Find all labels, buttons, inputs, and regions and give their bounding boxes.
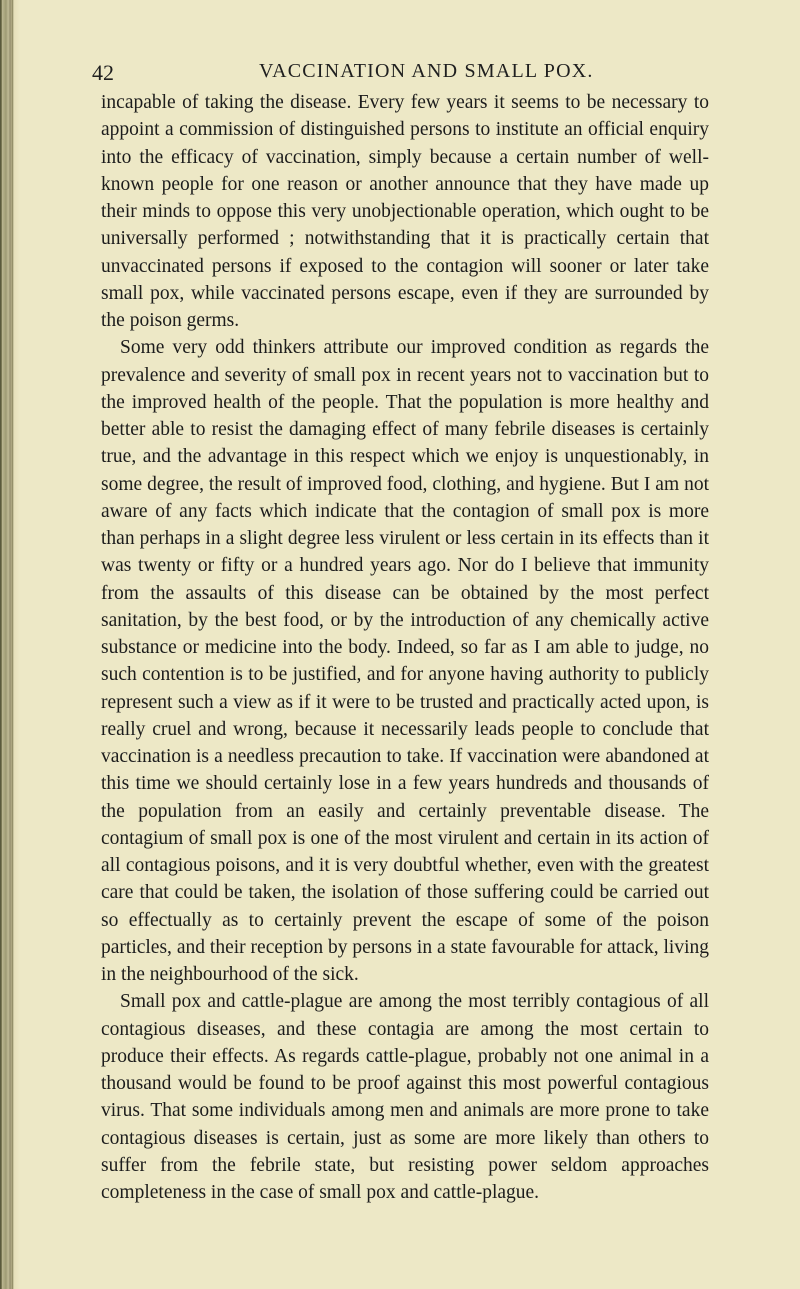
paragraph-1: incapable of taking the disease. Every few years it seems to be necessary to appoint a commission of distinguished persons to institute an official enquiry into the efficacy of vaccination, simply because a certain number of well-known people for one reason or another announce that they have made up their minds to oppose this very unobjectionable operation, which ought to be universally performed ; notwithstanding that it is practically certain that unvaccinated persons if exposed to the contagion will sooner or later take small pox, while vaccinated persons escape, even if they are surrounded by the poison germs.: [101, 92, 709, 331]
page-number: 42: [92, 60, 114, 85]
paragraph-2: Some very odd thinkers attribute our improved condition as regards the prevalence and severity of small pox in recent years not to vaccination but to the improved health of the people. That the population is more healthy and better able to resist the damaging effect of many febrile diseases is certainly true, and the advantage in this respect which we enjoy is unquestionably, in some degree, the result of improved food, clothing, and hygiene. But I am not aware of any facts which indicate that the contagion of small pox is more than perhaps in a slight degree less virulent or less certain in its effects than it was twenty or fifty or a hundred years ago. Nor do I believe that immunity from the assaults of this disease can be obtained by the most perfect sanitation, by the best food, or by the introduction of any chemically active substance or medicine into the body. Indeed, so far as I am able to judge, no such contention is to be justified, and for anyone having authority to publicly represent such a view as if it were to be trusted and practically acted upon, is really cruel and wrong, because it necessarily leads people to conclude that vaccination is a needless precaution to take. If vaccination were abandoned at this time we should certainly lose in a few years hundreds and thousands of the population from an easily and certainly preventable disease. The contagium of small pox is one of the most virulent and certain in its action of all contagious poisons, and it is very doubtful whether, even with the greatest care that could be taken, the isolation of those suffering could be carried out so effectually as to certainly prevent the escape of some of the poison particles, and their reception by persons in a state favourable for attack, living in the neighbourhood of the sick.: [101, 337, 709, 985]
page-header: [0, 60, 800, 88]
body-text: [101, 89, 709, 1206]
paragraph-3: Small pox and cattle-plague are among the most terribly contagious of all contagious diseases, and these contagia are among the most certain to produce their effects. As regards cattle-plague, probably not one animal in a thousand would be found to be proof against this most powerful contagious virus. That some individuals among men and animals are more prone to take contagious diseases is certain, just as some are more likely than others to suffer from the febrile state, but resisting power seldom approaches completeness in the case of small pox and cattle-plague.: [101, 991, 709, 1203]
binding-edge: [0, 0, 20, 1289]
running-head: VACCINATION AND SMALL POX.: [259, 60, 594, 82]
